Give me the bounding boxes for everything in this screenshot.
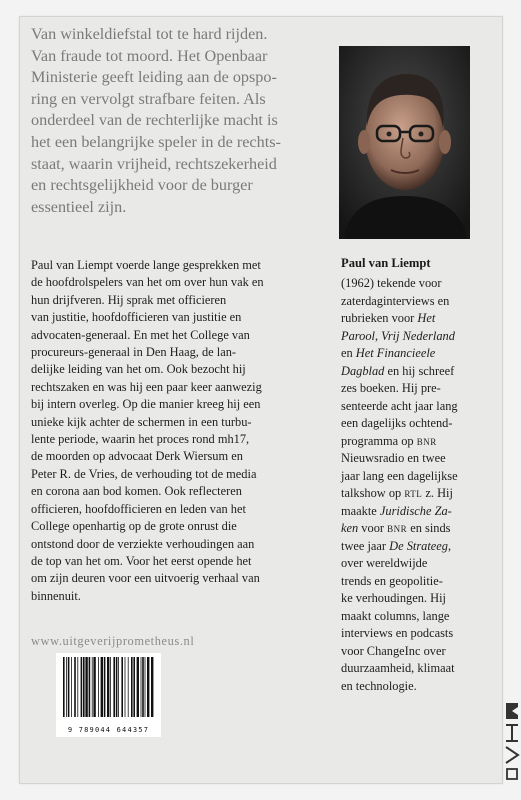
barcode-bar xyxy=(121,657,123,717)
bio-text-run: en sinds xyxy=(407,521,451,535)
bio-text-run: en technologie. xyxy=(341,678,417,693)
bio-line xyxy=(341,590,481,608)
author-photo xyxy=(339,46,470,239)
bio-line xyxy=(341,433,481,451)
barcode-bar xyxy=(113,657,115,717)
barcode-bar xyxy=(107,657,109,717)
bio-text-run: voor xyxy=(358,521,388,535)
barcode-bar xyxy=(85,657,87,717)
barcode-bar xyxy=(133,657,135,717)
barcode-bar xyxy=(128,657,129,717)
barcode-bar xyxy=(71,657,72,717)
bio-line xyxy=(341,678,481,696)
barcode-bar xyxy=(110,657,111,717)
bio-text-run: ken xyxy=(341,521,359,535)
bio-line xyxy=(341,363,481,381)
bio-text-run: Dagblad xyxy=(341,363,385,378)
barcode-bar xyxy=(116,657,118,717)
bio-text-run: senteerde acht jaar lang xyxy=(341,398,458,413)
bio-line xyxy=(341,380,481,398)
bio-line xyxy=(341,398,481,416)
barcode-bar xyxy=(83,657,85,717)
barcode-bar xyxy=(63,657,65,717)
author-bio xyxy=(341,275,481,695)
barcode-bar xyxy=(118,657,119,717)
bio-text-run: De Strateeg xyxy=(389,538,448,553)
bio-text-run: maakte xyxy=(341,503,380,518)
publisher-website[interactable]: www.uitgeverijprometheus.nl xyxy=(31,634,195,648)
barcode-bar xyxy=(141,657,142,717)
barcode-bar xyxy=(81,657,83,717)
bio-text-run: duurzaamheid, klimaat xyxy=(341,661,455,675)
bio-text-run: , xyxy=(448,538,452,553)
bio-line xyxy=(341,660,481,678)
bio-line xyxy=(341,485,481,503)
bio-text-run: bnr xyxy=(387,521,408,535)
bio-text-run: talkshow op xyxy=(341,486,405,500)
barcode-bar xyxy=(89,657,91,717)
bio-text-run: trends en geopolitie- xyxy=(341,573,443,588)
bio-line xyxy=(341,503,481,521)
bio-text-run: ke verhoudingen. Hij xyxy=(341,591,446,605)
bio-line xyxy=(341,275,481,293)
bio-text-run: Het Financieele xyxy=(355,346,436,360)
barcode-bar xyxy=(68,657,70,717)
bio-line xyxy=(341,520,481,538)
barcode-bar xyxy=(137,657,139,717)
bio-line xyxy=(341,450,481,468)
barcode xyxy=(56,653,161,737)
bio-text-run: Parool xyxy=(341,328,375,343)
bio-line xyxy=(341,328,481,346)
bio-text-run: programma op xyxy=(341,433,417,448)
bio-text-run: bnr xyxy=(416,433,437,448)
barcode-bar xyxy=(92,657,93,717)
bio-text-run: en hij schreef xyxy=(384,363,455,378)
bio-text-run: over wereldwijde xyxy=(341,556,428,570)
bio-text-run: rubrieken voor xyxy=(341,311,418,325)
barcode-bar xyxy=(151,657,153,717)
bio-line xyxy=(341,293,481,311)
barcode-bar xyxy=(98,657,99,717)
description-paragraph: Paul van Liempt voerde lange gesprekken met de hoofdrolspelers van het om over hun vak en hun drijfveren. Hij sprak met officieren van justitie, hoofdofficieren van justitie en advocaten-generaal. En met het College van procureurs-generaal in Den Haag, de lan- delijke leiding van het om. Ook bezocht hij rechtszaken en was hij een paar keer aanwezig bij intern overleg. Op die manier kreeg hij een unieke kijk achter de schermen in een turbu- lente periode, waarin het proces rond mh17, de moorden op advocaat Derk Wiersum en Peter R. de Vries, de verhouding tot de media en corona aan bod komen. Ook reflecteren officieren, hoofdofficieren en leden van het College openhartig op de grote onrust die ontstond door de verziekte verhoudingen aan de top van het om. Voor het eerst opende het om zijn deuren voor een uitvoerig verhaal van binnenuit. xyxy=(31,258,264,603)
bio-text-run: Het xyxy=(417,311,436,325)
barcode-bar xyxy=(142,657,144,717)
bio-text-run: twee jaar xyxy=(341,538,390,553)
bio-text-run: Nieuwsradio en twee xyxy=(341,451,446,465)
bio-text-run: en xyxy=(341,346,356,360)
bio-text-run: , xyxy=(374,328,382,343)
intro-paragraph: Van winkeldiefstal tot te hard rijden. Van fraude tot moord. Het Openbaar Ministerie geeft leiding aan de opspo- ring en vervolgt strafbare feiten. Als onderdeel van de rechterlijke macht is het een belangrijke speler in de rechts- staat, waarin vrijheid, rechtszekerheid en rechtsgelijkheid voor de burger essentieel zijn. xyxy=(31,25,281,216)
bio-text-run: een dagelijks ochtend- xyxy=(341,416,453,430)
barcode-bar xyxy=(125,657,126,717)
bio-text-run: zaterdaginterviews en xyxy=(341,293,450,308)
author-portrait-image xyxy=(339,46,470,239)
barcode-bar xyxy=(77,657,78,717)
barcode-bar xyxy=(147,657,149,717)
bio-line xyxy=(341,625,481,643)
bio-text-run: jaar lang een dagelijkse xyxy=(341,468,458,483)
bio-line xyxy=(341,415,481,433)
bio-line xyxy=(341,608,481,626)
bio-text-run: z. Hij xyxy=(422,486,453,500)
barcode-bar xyxy=(66,657,67,717)
bio-text-run: maakt columns, lange xyxy=(341,608,450,623)
barcode-bar xyxy=(131,657,133,717)
isbn-number: 9 789044 644357 xyxy=(67,726,150,734)
barcode-bar xyxy=(74,657,76,717)
bio-line xyxy=(341,538,481,556)
bio-text-run: Juridische Za- xyxy=(379,503,452,518)
bio-line xyxy=(341,573,481,591)
barcode-bar xyxy=(93,657,95,717)
bio-text-run: rtl xyxy=(404,486,423,500)
bio-text-run: Vrij Nederland xyxy=(381,328,455,343)
bio-text-run: voor ChangeInc over xyxy=(341,643,446,658)
barcode-bars xyxy=(61,657,156,719)
bio-text-run: (1962) tekende voor xyxy=(341,276,442,290)
bio-line xyxy=(341,345,481,363)
barcode-bar xyxy=(145,657,146,717)
bio-text-run: zes boeken. Hij pre- xyxy=(341,381,441,395)
barcode-bar xyxy=(104,657,106,717)
bio-text-run: interviews en podcasts xyxy=(341,626,454,640)
bio-line xyxy=(341,555,481,573)
publisher-logo-icon xyxy=(503,695,521,785)
bio-line xyxy=(341,310,481,328)
bio-line xyxy=(341,468,481,486)
author-name: Paul van Liempt xyxy=(341,256,431,270)
bio-line xyxy=(341,643,481,661)
barcode-bar xyxy=(101,657,103,717)
